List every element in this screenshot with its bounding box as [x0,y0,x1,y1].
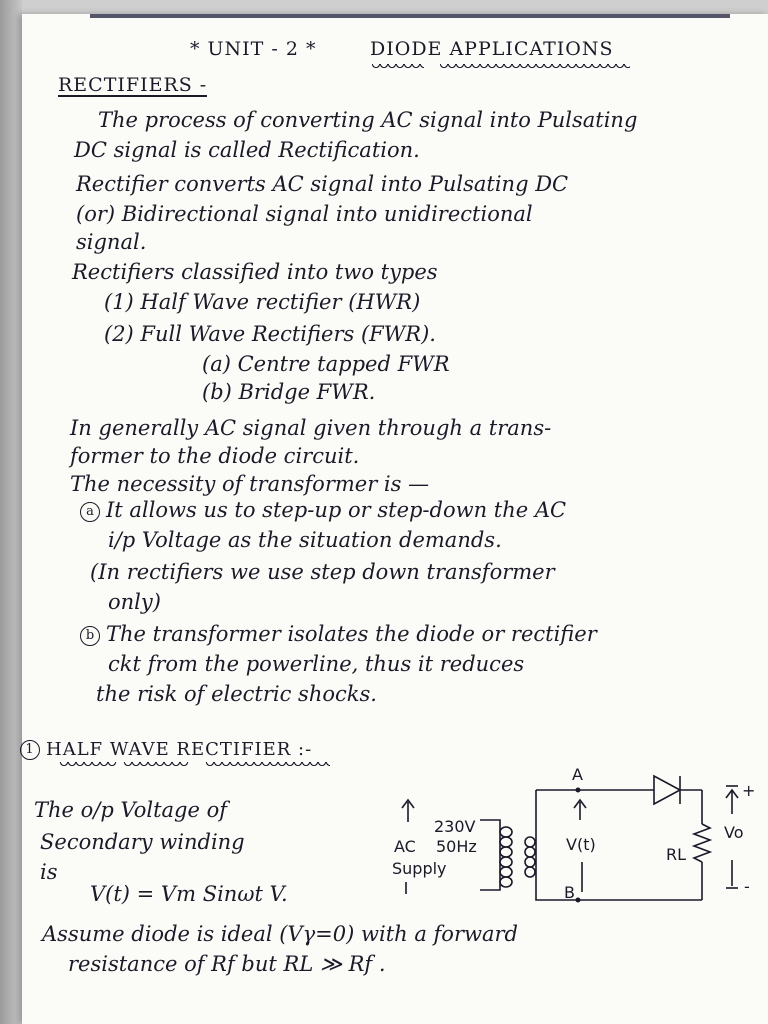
text-line: Rectifier converts AC signal into Pulsating DC [76,172,569,196]
vo-plus: + [742,781,756,800]
vt-label: V(t) [566,835,596,854]
text-line: The o/p Voltage of [34,798,227,822]
voltage-label: 230V [434,817,476,836]
text-line: DC signal is called Rectification. [74,138,420,162]
page-top-edge [90,14,730,18]
node-b-label: B [564,883,575,902]
frequency-label: 50Hz [436,837,477,856]
hwr-circuit-diagram [380,760,768,920]
text-line: ckt from the powerline, thus it reduces [108,652,525,676]
list-item: (1) Half Wave rectifier (HWR) [104,290,421,314]
secondary-coil [525,837,535,877]
text-line: Assume diode is ideal (Vγ=0) with a forward [42,922,518,946]
hwr-underline-2 [124,762,188,770]
primary-wire [480,820,500,890]
primary-coil [500,827,512,887]
text-line: is [40,860,58,884]
list-item [80,500,566,522]
rectifiers-heading: RECTIFIERS - [58,74,208,96]
text-line: only) [108,590,161,614]
vo-label: Vo [724,823,744,842]
bullet-b: b [80,626,100,646]
notebook-binding [0,0,22,1024]
hwr-underline-1 [60,762,116,770]
diode-symbol [654,776,702,804]
list-item: (2) Full Wave Rectifiers (FWR). [104,322,436,346]
unit-label: * UNIT - 2 * [190,38,317,60]
supply-label: Supply [392,859,447,878]
hwr-heading-text: HALF WAVE RECTIFIER :- [46,739,313,760]
title-underline-1 [372,64,424,72]
list-item: (b) Bridge FWR. [202,380,376,404]
equation: V(t) = Vm Sinωt V. [90,882,288,906]
list-item [80,624,597,646]
text-line: (or) Bidirectional signal into unidirectional [76,202,533,226]
text-line: former to the diode circuit. [70,444,360,468]
text-line: Rectifiers classified into two types [72,260,438,284]
node-a-label: A [572,765,583,784]
text-line: the risk of electric shocks. [96,682,377,706]
hwr-heading [20,740,312,760]
text-line: The necessity of transformer is — [70,472,430,496]
page-title: DIODE APPLICATIONS [370,38,614,60]
ac-label: AC [394,837,416,856]
load-resistor [694,824,710,862]
text-line: i/p Voltage as the situation demands. [108,528,502,552]
list-item: (a) Centre tapped FWR [202,352,450,376]
text-line: resistance of Rf but RL ≫ Rf . [68,952,386,976]
title-underline-2 [440,64,630,72]
text-line: In generally AC signal given through a trans- [70,416,552,440]
node-b-dot [576,898,581,903]
bullet-a: a [80,502,100,522]
rl-label: RL [666,845,687,864]
vo-minus: - [744,877,750,896]
text-line: signal. [76,230,147,254]
text-line: The process of converting AC signal into Pulsating [98,108,638,132]
bullet-b-text: The transformer isolates the diode or rectifier [106,622,597,646]
text-line: (In rectifiers we use step down transformer [90,560,555,584]
node-a-dot [576,788,581,793]
section-number: 1 [20,740,40,760]
bullet-a-text: It allows us to step-up or step-down the AC [106,498,567,522]
text-line: Secondary winding [40,830,245,854]
hwr-underline-3 [206,762,330,770]
